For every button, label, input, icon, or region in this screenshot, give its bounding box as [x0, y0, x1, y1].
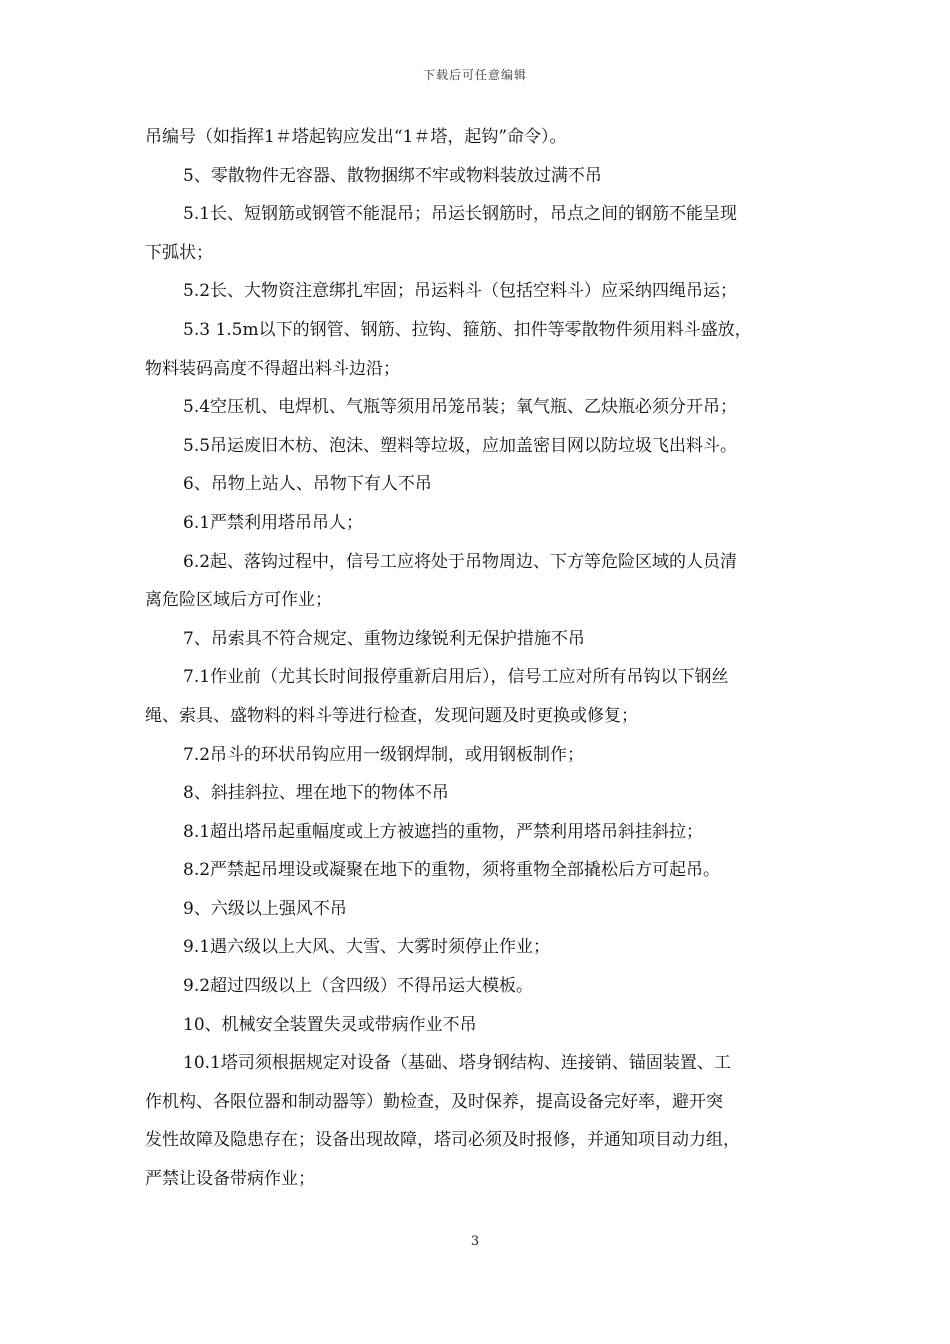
- paragraph-line: 5.2长、大物资注意绑扎牢固；吊运料斗（包括空料斗）应采纳四绳吊运；: [183, 281, 738, 302]
- paragraph-line: 9.2超过四级以上（含四级）不得吊运大模板。: [183, 976, 534, 997]
- paragraph-line: 物料装码高度不得超出料斗边沿；: [145, 358, 400, 379]
- header-note: 下载后可任意编辑: [422, 68, 527, 82]
- section-heading: 8、斜挂斜拉、埋在地下的物体不吊: [183, 783, 449, 804]
- paragraph-line: 9.1遇六级以上大风、大雪、大雾时须停止作业；: [183, 937, 551, 958]
- paragraph-line: 5.5吊运废旧木枋、泡沫、塑料等垃圾，应加盖密目网以防垃圾飞出料斗。: [183, 435, 738, 456]
- paragraph-line: 下弧状；: [145, 242, 213, 263]
- paragraph-line: 7.1作业前（尤其长时间报停重新启用后），信号工应对所有吊钩以下钢丝: [183, 667, 729, 688]
- section-heading: 9、六级以上强风不吊: [183, 898, 347, 919]
- paragraph-line: 绳、索具、盛物料的料斗等进行检查，发现问题及时更换或修复；: [145, 705, 638, 726]
- paragraph-line: 6.1严禁利用塔吊吊人；: [183, 512, 364, 533]
- section-heading: 10、机械安全装置失灵或带病作业不吊: [183, 1014, 477, 1035]
- paragraph-line: 发性故障及隐患存在；设备出现故障，塔司必须及时报修，并通知项目动力组，: [145, 1130, 740, 1151]
- document-body: [145, 118, 821, 1199]
- section-heading: 6、吊物上站人、吊物下有人不吊: [183, 474, 432, 495]
- paragraph-line: 5.1长、短钢筋或钢管不能混吊；吊运长钢筋时，吊点之间的钢筋不能呈现: [183, 204, 738, 225]
- page-number: 3: [470, 1234, 480, 1249]
- paragraph-line: 5.4空压机、电焊机、气瓶等须用吊笼吊装；氧气瓶、乙炔瓶必须分开吊；: [183, 397, 738, 418]
- paragraph-line: 作机构、各限位器和制动器等）勤检查，及时保养，提高设备完好率，避开突: [145, 1091, 723, 1112]
- paragraph-line: 严禁让设备带病作业；: [145, 1169, 315, 1190]
- section-heading: 5、零散物件无容器、散物捆绑不牢或物料装放过满不吊: [183, 165, 602, 186]
- paragraph-line: 5.3 1.5m以下的钢管、钢筋、拉钩、箍筋、扣件等零散物件须用料斗盛放，: [183, 319, 752, 340]
- paragraph-line: 8.2严禁起吊埋设或凝聚在地下的重物，须将重物全部撬松后方可起吊。: [183, 860, 721, 881]
- paragraph-line: 7.2吊斗的环状吊钩应用一级钢焊制，或用钢板制作；: [183, 744, 585, 765]
- paragraph-line: 8.1超出塔吊起重幅度或上方被遮挡的重物，严禁利用塔吊斜挂斜拉；: [183, 821, 704, 842]
- paragraph-line: 吊编号（如指挥1＃塔起钩应发出“1＃塔，起钩”命令）。: [145, 127, 567, 147]
- paragraph-line: 离危险区域后方可作业；: [145, 590, 332, 611]
- section-heading: 7、吊索具不符合规定、重物边缘锐利无保护措施不吊: [183, 628, 585, 649]
- paragraph-line: 10.1塔司须根据规定对设备（基础、塔身钢结构、连接销、锚固装置、工: [183, 1053, 731, 1074]
- paragraph-line: 6.2起、落钩过程中，信号工应将处于吊物周边、下方等危险区域的人员清: [183, 551, 738, 572]
